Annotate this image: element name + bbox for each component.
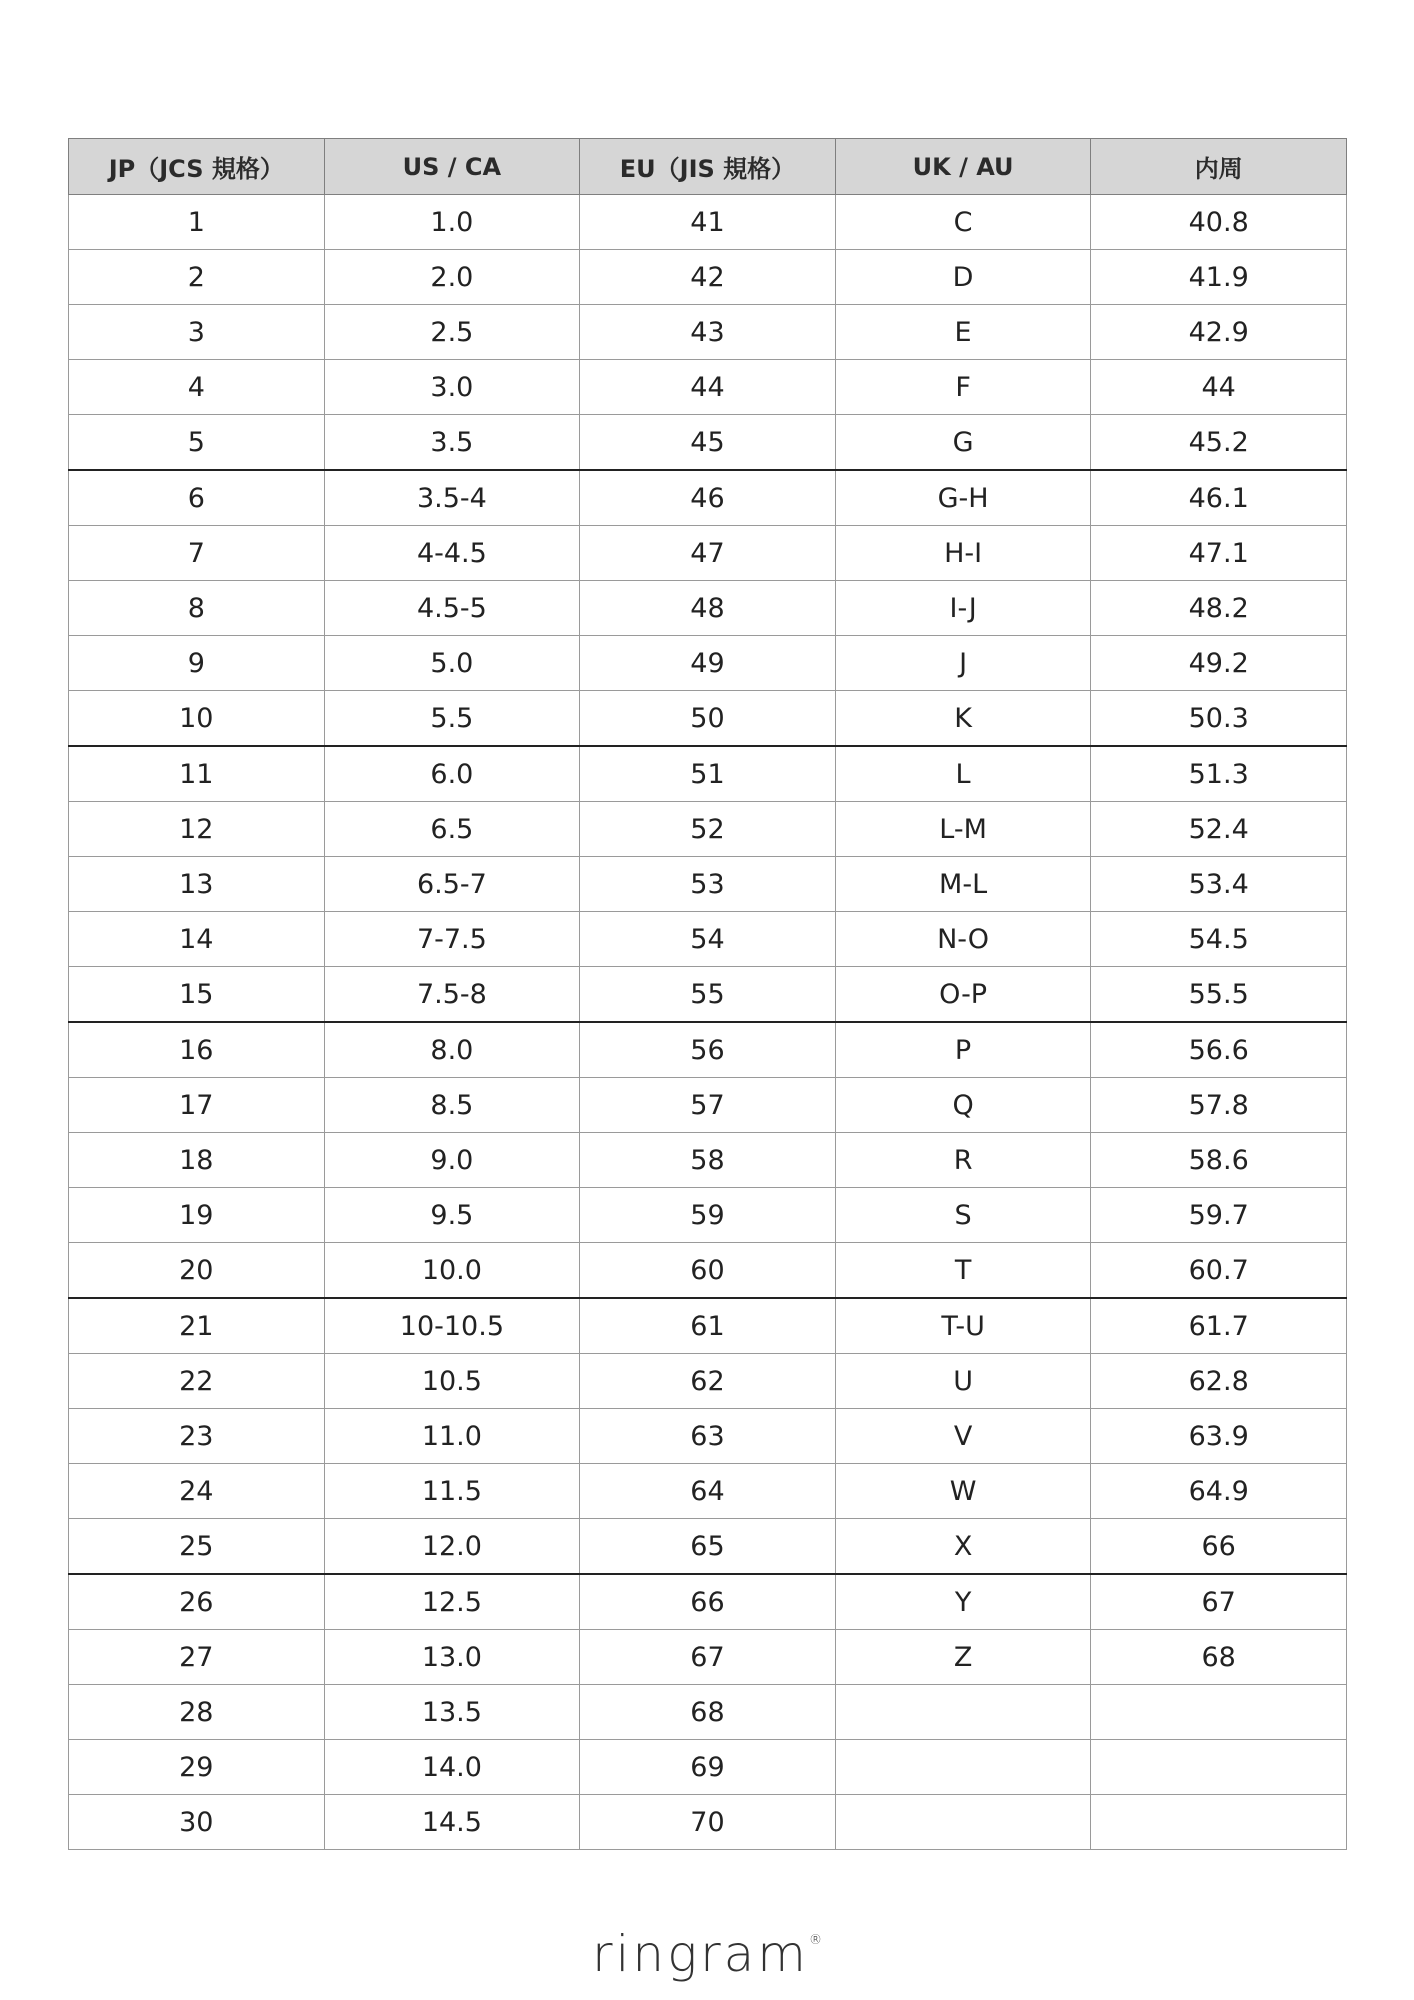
table-row bbox=[69, 1740, 1347, 1795]
cell-us-ca: 5.0 bbox=[324, 636, 580, 691]
cell-uk-au: Y bbox=[835, 1574, 1091, 1630]
cell-us-ca: 8.5 bbox=[324, 1078, 580, 1133]
cell-uk-au: L-M bbox=[835, 802, 1091, 857]
table-row bbox=[69, 1022, 1347, 1078]
cell-jp: 11 bbox=[69, 746, 325, 802]
table-row bbox=[69, 746, 1347, 802]
cell-uk-au: Z bbox=[835, 1630, 1091, 1685]
cell-inner-circumference: 47.1 bbox=[1091, 526, 1347, 581]
cell-eu: 44 bbox=[580, 360, 836, 415]
cell-jp: 13 bbox=[69, 857, 325, 912]
cell-inner-circumference: 51.3 bbox=[1091, 746, 1347, 802]
cell-inner-circumference: 66 bbox=[1091, 1519, 1347, 1575]
cell-uk-au: H-I bbox=[835, 526, 1091, 581]
header-jp: JP（JCS 規格） bbox=[69, 139, 325, 195]
cell-uk-au: C bbox=[835, 195, 1091, 250]
cell-inner-circumference: 63.9 bbox=[1091, 1409, 1347, 1464]
cell-jp: 4 bbox=[69, 360, 325, 415]
cell-jp: 21 bbox=[69, 1298, 325, 1354]
cell-inner-circumference: 53.4 bbox=[1091, 857, 1347, 912]
table-row bbox=[69, 1519, 1347, 1575]
cell-eu: 64 bbox=[580, 1464, 836, 1519]
cell-inner-circumference: 48.2 bbox=[1091, 581, 1347, 636]
cell-us-ca: 9.5 bbox=[324, 1188, 580, 1243]
cell-us-ca: 5.5 bbox=[324, 691, 580, 747]
cell-us-ca: 9.0 bbox=[324, 1133, 580, 1188]
cell-us-ca: 10.5 bbox=[324, 1354, 580, 1409]
cell-eu: 47 bbox=[580, 526, 836, 581]
cell-eu: 45 bbox=[580, 415, 836, 471]
cell-eu: 46 bbox=[580, 470, 836, 526]
cell-uk-au: O-P bbox=[835, 967, 1091, 1023]
cell-us-ca: 10.0 bbox=[324, 1243, 580, 1299]
table-row bbox=[69, 250, 1347, 305]
table-row bbox=[69, 802, 1347, 857]
cell-us-ca: 4.5-5 bbox=[324, 581, 580, 636]
cell-jp: 29 bbox=[69, 1740, 325, 1795]
header-uk-au: UK / AU bbox=[835, 139, 1091, 195]
cell-eu: 54 bbox=[580, 912, 836, 967]
cell-us-ca: 12.5 bbox=[324, 1574, 580, 1630]
header-us-ca: US / CA bbox=[324, 139, 580, 195]
cell-uk-au: E bbox=[835, 305, 1091, 360]
cell-inner-circumference: 61.7 bbox=[1091, 1298, 1347, 1354]
table-row bbox=[69, 1464, 1347, 1519]
cell-us-ca: 13.5 bbox=[324, 1685, 580, 1740]
cell-inner-circumference: 56.6 bbox=[1091, 1022, 1347, 1078]
cell-eu: 43 bbox=[580, 305, 836, 360]
cell-inner-circumference: 60.7 bbox=[1091, 1243, 1347, 1299]
cell-eu: 68 bbox=[580, 1685, 836, 1740]
cell-inner-circumference: 41.9 bbox=[1091, 250, 1347, 305]
table-row bbox=[69, 1630, 1347, 1685]
table-row bbox=[69, 305, 1347, 360]
cell-jp: 9 bbox=[69, 636, 325, 691]
cell-inner-circumference: 52.4 bbox=[1091, 802, 1347, 857]
cell-uk-au: P bbox=[835, 1022, 1091, 1078]
cell-eu: 48 bbox=[580, 581, 836, 636]
cell-eu: 59 bbox=[580, 1188, 836, 1243]
table-row bbox=[69, 195, 1347, 250]
cell-jp: 6 bbox=[69, 470, 325, 526]
table-row bbox=[69, 691, 1347, 747]
table-row bbox=[69, 415, 1347, 471]
cell-jp: 27 bbox=[69, 1630, 325, 1685]
table-header-row bbox=[69, 139, 1347, 195]
cell-uk-au: K bbox=[835, 691, 1091, 747]
cell-us-ca: 1.0 bbox=[324, 195, 580, 250]
cell-eu: 67 bbox=[580, 1630, 836, 1685]
cell-eu: 51 bbox=[580, 746, 836, 802]
table-row bbox=[69, 1409, 1347, 1464]
registered-mark: ® bbox=[809, 1933, 823, 1948]
cell-eu: 70 bbox=[580, 1795, 836, 1850]
cell-uk-au: I-J bbox=[835, 581, 1091, 636]
cell-jp: 18 bbox=[69, 1133, 325, 1188]
cell-us-ca: 7-7.5 bbox=[324, 912, 580, 967]
cell-inner-circumference: 40.8 bbox=[1091, 195, 1347, 250]
cell-jp: 8 bbox=[69, 581, 325, 636]
cell-us-ca: 4-4.5 bbox=[324, 526, 580, 581]
cell-inner-circumference: 44 bbox=[1091, 360, 1347, 415]
cell-uk-au: L bbox=[835, 746, 1091, 802]
cell-jp: 25 bbox=[69, 1519, 325, 1575]
cell-us-ca: 2.0 bbox=[324, 250, 580, 305]
table-row bbox=[69, 857, 1347, 912]
cell-inner-circumference: 57.8 bbox=[1091, 1078, 1347, 1133]
table-row bbox=[69, 1685, 1347, 1740]
cell-eu: 63 bbox=[580, 1409, 836, 1464]
cell-eu: 50 bbox=[580, 691, 836, 747]
cell-inner-circumference: 54.5 bbox=[1091, 912, 1347, 967]
table-row bbox=[69, 1188, 1347, 1243]
cell-eu: 42 bbox=[580, 250, 836, 305]
cell-jp: 1 bbox=[69, 195, 325, 250]
cell-inner-circumference bbox=[1091, 1685, 1347, 1740]
cell-eu: 62 bbox=[580, 1354, 836, 1409]
cell-inner-circumference: 68 bbox=[1091, 1630, 1347, 1685]
cell-us-ca: 8.0 bbox=[324, 1022, 580, 1078]
cell-inner-circumference: 55.5 bbox=[1091, 967, 1347, 1023]
cell-jp: 24 bbox=[69, 1464, 325, 1519]
cell-inner-circumference: 46.1 bbox=[1091, 470, 1347, 526]
cell-us-ca: 10-10.5 bbox=[324, 1298, 580, 1354]
cell-uk-au bbox=[835, 1740, 1091, 1795]
table-row bbox=[69, 1078, 1347, 1133]
cell-inner-circumference bbox=[1091, 1795, 1347, 1850]
cell-inner-circumference: 59.7 bbox=[1091, 1188, 1347, 1243]
table-row bbox=[69, 636, 1347, 691]
cell-jp: 20 bbox=[69, 1243, 325, 1299]
cell-jp: 10 bbox=[69, 691, 325, 747]
cell-uk-au: G bbox=[835, 415, 1091, 471]
cell-eu: 41 bbox=[580, 195, 836, 250]
cell-uk-au: X bbox=[835, 1519, 1091, 1575]
cell-us-ca: 6.0 bbox=[324, 746, 580, 802]
cell-uk-au: V bbox=[835, 1409, 1091, 1464]
cell-uk-au bbox=[835, 1795, 1091, 1850]
cell-jp: 15 bbox=[69, 967, 325, 1023]
brand-name: ringram bbox=[591, 1925, 810, 1983]
cell-us-ca: 3.5 bbox=[324, 415, 580, 471]
table-row bbox=[69, 1795, 1347, 1850]
cell-jp: 26 bbox=[69, 1574, 325, 1630]
cell-jp: 30 bbox=[69, 1795, 325, 1850]
cell-us-ca: 3.0 bbox=[324, 360, 580, 415]
cell-jp: 3 bbox=[69, 305, 325, 360]
cell-inner-circumference: 50.3 bbox=[1091, 691, 1347, 747]
cell-jp: 5 bbox=[69, 415, 325, 471]
table-row bbox=[69, 1354, 1347, 1409]
cell-inner-circumference: 62.8 bbox=[1091, 1354, 1347, 1409]
table-row bbox=[69, 1574, 1347, 1630]
table-row bbox=[69, 360, 1347, 415]
cell-uk-au: N-O bbox=[835, 912, 1091, 967]
cell-eu: 65 bbox=[580, 1519, 836, 1575]
table-row bbox=[69, 526, 1347, 581]
cell-eu: 56 bbox=[580, 1022, 836, 1078]
cell-eu: 60 bbox=[580, 1243, 836, 1299]
cell-inner-circumference: 58.6 bbox=[1091, 1133, 1347, 1188]
cell-jp: 28 bbox=[69, 1685, 325, 1740]
cell-uk-au: D bbox=[835, 250, 1091, 305]
cell-jp: 7 bbox=[69, 526, 325, 581]
cell-inner-circumference: 45.2 bbox=[1091, 415, 1347, 471]
cell-uk-au: T bbox=[835, 1243, 1091, 1299]
cell-inner-circumference: 42.9 bbox=[1091, 305, 1347, 360]
cell-eu: 53 bbox=[580, 857, 836, 912]
cell-us-ca: 3.5-4 bbox=[324, 470, 580, 526]
cell-jp: 19 bbox=[69, 1188, 325, 1243]
cell-jp: 16 bbox=[69, 1022, 325, 1078]
header-eu: EU（JIS 規格） bbox=[580, 139, 836, 195]
table-body bbox=[69, 195, 1347, 1850]
cell-inner-circumference: 64.9 bbox=[1091, 1464, 1347, 1519]
cell-eu: 66 bbox=[580, 1574, 836, 1630]
header-inner-circumference: 内周 bbox=[1091, 139, 1347, 195]
cell-inner-circumference: 67 bbox=[1091, 1574, 1347, 1630]
cell-uk-au: M-L bbox=[835, 857, 1091, 912]
table-row bbox=[69, 1133, 1347, 1188]
cell-us-ca: 6.5-7 bbox=[324, 857, 580, 912]
cell-eu: 55 bbox=[580, 967, 836, 1023]
table-row bbox=[69, 470, 1347, 526]
cell-eu: 58 bbox=[580, 1133, 836, 1188]
cell-jp: 17 bbox=[69, 1078, 325, 1133]
ring-size-table bbox=[68, 138, 1347, 1850]
cell-uk-au: J bbox=[835, 636, 1091, 691]
table-row bbox=[69, 912, 1347, 967]
cell-eu: 57 bbox=[580, 1078, 836, 1133]
cell-uk-au: G-H bbox=[835, 470, 1091, 526]
cell-us-ca: 2.5 bbox=[324, 305, 580, 360]
table-row bbox=[69, 967, 1347, 1023]
table-row bbox=[69, 1298, 1347, 1354]
cell-inner-circumference: 49.2 bbox=[1091, 636, 1347, 691]
cell-us-ca: 6.5 bbox=[324, 802, 580, 857]
cell-jp: 14 bbox=[69, 912, 325, 967]
cell-jp: 2 bbox=[69, 250, 325, 305]
cell-jp: 23 bbox=[69, 1409, 325, 1464]
cell-inner-circumference bbox=[1091, 1740, 1347, 1795]
cell-uk-au: F bbox=[835, 360, 1091, 415]
cell-us-ca: 11.0 bbox=[324, 1409, 580, 1464]
table-row bbox=[69, 581, 1347, 636]
cell-uk-au: R bbox=[835, 1133, 1091, 1188]
cell-us-ca: 12.0 bbox=[324, 1519, 580, 1575]
cell-eu: 52 bbox=[580, 802, 836, 857]
cell-us-ca: 14.5 bbox=[324, 1795, 580, 1850]
cell-uk-au: Q bbox=[835, 1078, 1091, 1133]
cell-us-ca: 7.5-8 bbox=[324, 967, 580, 1023]
cell-eu: 69 bbox=[580, 1740, 836, 1795]
cell-jp: 22 bbox=[69, 1354, 325, 1409]
table-row bbox=[69, 1243, 1347, 1299]
cell-us-ca: 14.0 bbox=[324, 1740, 580, 1795]
cell-uk-au bbox=[835, 1685, 1091, 1740]
cell-eu: 61 bbox=[580, 1298, 836, 1354]
cell-us-ca: 11.5 bbox=[324, 1464, 580, 1519]
cell-uk-au: W bbox=[835, 1464, 1091, 1519]
cell-uk-au: U bbox=[835, 1354, 1091, 1409]
cell-jp: 12 bbox=[69, 802, 325, 857]
cell-eu: 49 bbox=[580, 636, 836, 691]
brand-logo bbox=[0, 1925, 1414, 1983]
cell-uk-au: T-U bbox=[835, 1298, 1091, 1354]
cell-us-ca: 13.0 bbox=[324, 1630, 580, 1685]
cell-uk-au: S bbox=[835, 1188, 1091, 1243]
